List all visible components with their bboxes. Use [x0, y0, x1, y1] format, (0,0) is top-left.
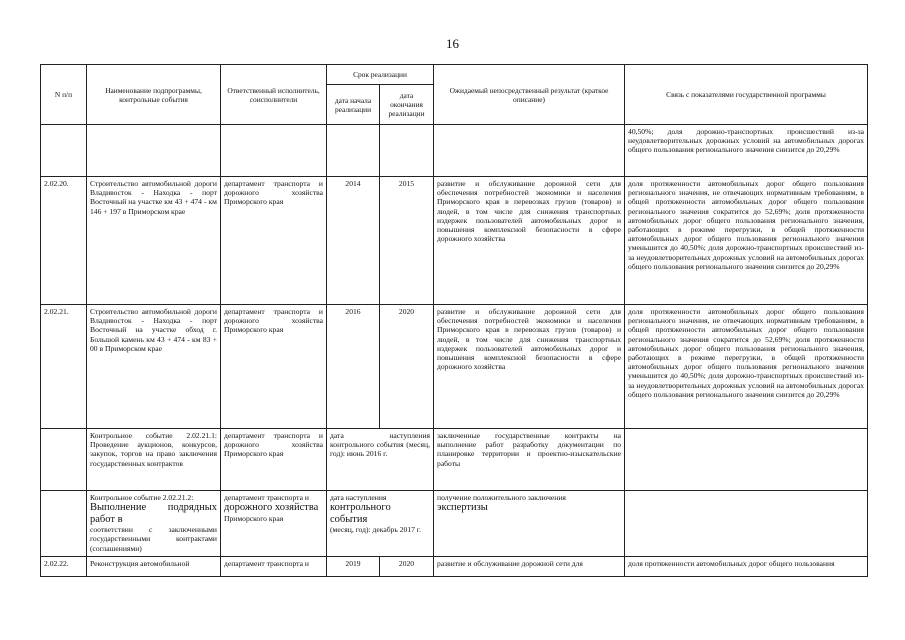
cell-link: доля протяженности автомобильных дорог общего пользования: [625, 557, 868, 577]
cell-num: 2.02.22.: [41, 557, 87, 577]
cell-start: 2014: [327, 177, 380, 305]
cell-link: доля протяженности автомобильных дорог общего пользования регионального значения, не отвечающих нормативным требованиям, в общей протяженности автомобильных дорог общего пользования регионального значения сократится до 52,69%; доля протяженности автомобильных дорог общего пользования регионального значения, работающих в режиме перегрузки, в общей протяженности автомобильных дорог общего пользования регионального значения уменьшится до 40,50%; доля дорожно-транспортных происшествий из-за неудовлетворительных дорожных условий на автомобильных дорогах общего пользования регионального значения снизится до 20,29%: [625, 305, 868, 429]
program-table: [40, 64, 868, 577]
cell-result: развитие и обслуживание дорожной сети для обеспечения потребностей экономики и населения Приморского края в перевозках грузов (товаров) и людей, в том числе для снижения транспортных издержек пользователей автомобильных дорог и повышения комплексной безопасности в сфере дорожного хозяйства: [434, 177, 625, 305]
event-executor-part: департамент транспорта и: [224, 493, 309, 502]
page-number: 16: [446, 36, 459, 51]
cell-start: 2016: [327, 305, 380, 429]
event-name: [87, 491, 221, 557]
cell-num: [41, 491, 87, 557]
cell-result: [434, 125, 625, 177]
header-start: дата начала реализации: [327, 85, 380, 125]
event-name: Контрольное событие 2.02.21.1: Проведение аукционов, конкурсов, закупок, торгов на право заключения государственных контрактов: [87, 429, 221, 491]
event-date: дата наступления контрольного события (месяц, год): июнь 2016 г.: [327, 429, 434, 491]
cell-start: [327, 125, 380, 177]
cell-executor: департамент транспорта и дорожного хозяйства Приморского края: [221, 305, 327, 429]
cell-link: 40,50%; доля дорожно-транспортных происшествий из-за неудовлетворительных дорожных условий на автомобильных дорогах общего пользования регионального значения снизится до 20,29%: [625, 125, 868, 177]
event-name-part: Выполнение подрядных работ в: [90, 502, 217, 525]
cell-link: [625, 429, 868, 491]
cell-end: 2020: [380, 305, 434, 429]
event-result-part: получение положительного заключения: [437, 493, 566, 502]
cell-end: 2015: [380, 177, 434, 305]
cell-executor: [221, 125, 327, 177]
event-name-part: соответствии с заключенными государственными контрактами (соглашениями): [90, 525, 217, 553]
table-row: [41, 557, 868, 577]
cell-name: Строительство автомобильной дороги Владивосток - Находка - порт Восточный на участке обход г. Большой камень км 43 + 474 - км 83 + 00 в Приморском крае: [87, 305, 221, 429]
header-end: дата окончания реализации: [380, 85, 434, 125]
control-event-row: [41, 429, 868, 491]
header-executor: Ответственный исполнитель, соисполнители: [221, 65, 327, 125]
table-row: [41, 177, 868, 305]
event-result: заключенные государственные контракты на выполнение работ разработку документации по планировке территории и проектно-изыскательские работы: [434, 429, 625, 491]
cell-executor: департамент транспорта и: [221, 557, 327, 577]
cell-executor: департамент транспорта и дорожного хозяйства Приморского края: [221, 177, 327, 305]
control-event-row: [41, 491, 868, 557]
header-row: [41, 65, 868, 85]
header-num: N п/п: [41, 65, 87, 125]
cell-link: доля протяженности автомобильных дорог общего пользования регионального значения, не отвечающих нормативным требованиям, в общей протяженности автомобильных дорог общего пользования регионального значения сократится до 52,69%; доля протяженности автомобильных дорог общего пользования регионального значения, работающих в режиме перегрузки, в общей протяженности автомобильных дорог общего пользования регионального значения уменьшится до 40,50%; доля дорожно-транспортных происшествий из-за неудовлетворительных дорожных условий на автомобильных дорогах общего пользования регионального значения снизится до 20,29%: [625, 177, 868, 305]
event-date-part: контрольного события: [330, 502, 391, 525]
cell-name: Реконструкция автомобильной: [87, 557, 221, 577]
cell-result: развитие и обслуживание дорожной сети для: [434, 557, 625, 577]
event-result: [434, 491, 625, 557]
event-date: [327, 491, 434, 557]
cell-end: 2020: [380, 557, 434, 577]
cell-end: [380, 125, 434, 177]
event-name-part: Контрольное событие 2.02.21.2:: [90, 493, 194, 502]
cell-name: Строительство автомобильной дороги Владивосток - Находка - порт Восточный на участке км 43 + 474 - км 146 + 197 в Приморском крае: [87, 177, 221, 305]
cell-num: [41, 429, 87, 491]
header-name: Наименование подпрограммы, контрольные события: [87, 65, 221, 125]
cell-num: 2.02.20.: [41, 177, 87, 305]
header-link: Связь с показателями государственной программы: [625, 65, 868, 125]
event-result-part: экспертизы: [437, 502, 488, 514]
event-executor-part: дорожного хозяйства: [224, 502, 319, 514]
cell-num: 2.02.21.: [41, 305, 87, 429]
event-executor: [221, 491, 327, 557]
event-executor: департамент транспорта и дорожного хозяйства Приморского края: [221, 429, 327, 491]
table-row: [41, 125, 868, 177]
event-executor-part: Приморского края: [224, 513, 284, 523]
cell-num: [41, 125, 87, 177]
header-result: Ожидаемый непосредственный результат (краткое описание): [434, 65, 625, 125]
header-period: Срок реализации: [327, 65, 434, 85]
cell-name: [87, 125, 221, 177]
table-row: [41, 305, 868, 429]
event-date-part: дата наступления: [330, 493, 387, 502]
cell-result: развитие и обслуживание дорожной сети для обеспечения потребностей экономики и населения Приморского края в перевозках грузов (товаров) и людей, в том числе для снижения транспортных издержек пользователей автомобильных дорог и повышения комплексной безопасности в сфере дорожного хозяйства: [434, 305, 625, 429]
cell-start: 2019: [327, 557, 380, 577]
event-date-part: (месяц, год): декабрь 2017 г.: [330, 525, 421, 535]
cell-link: [625, 491, 868, 557]
